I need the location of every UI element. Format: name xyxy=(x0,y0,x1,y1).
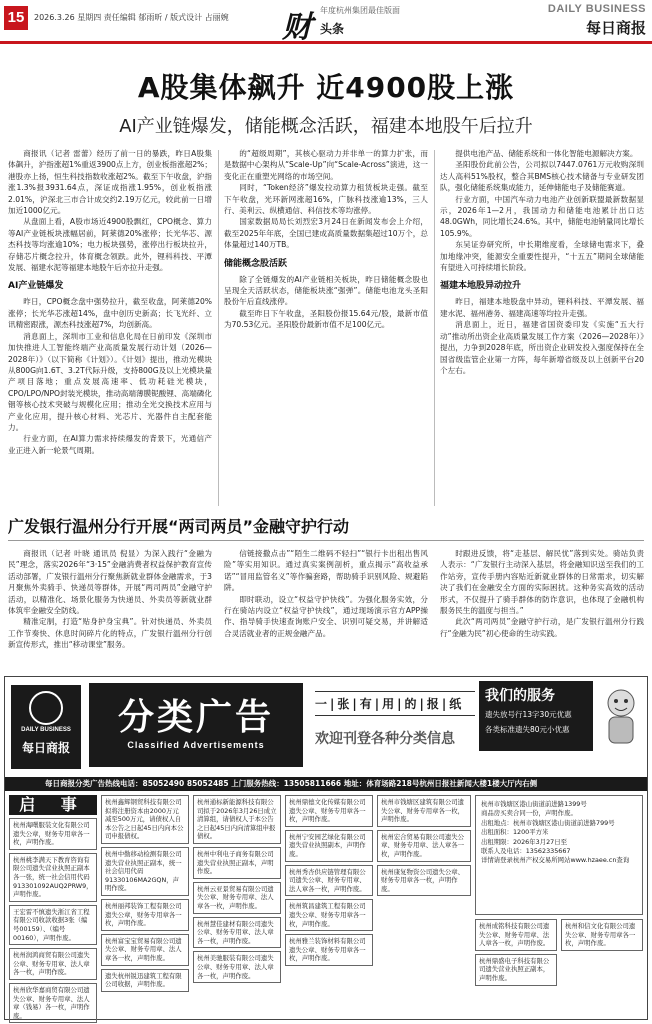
classified-ad: 杭州秀杏供应链管理有限公司遗失公章、财务专用章、法人章各一枚，声明作废。 xyxy=(285,865,373,897)
divider xyxy=(8,540,644,541)
classified-ad: 杭州鼎德文化传媒有限公司遗失公章、财务专用章各一枚，声明作废。 xyxy=(285,795,373,827)
story2-headline: 广发银行温州分行开展“两司两员”金融守护行动 xyxy=(8,517,350,536)
classified-ad: 杭州成铭科技有限公司遗失公章、财务专用章、法人章各一枚，声明作废。 xyxy=(475,919,557,951)
property-notice xyxy=(475,795,643,915)
classified-ad: 杭州鼎盛电子科技有限公司遗失营业执照正副本，声明作废。 xyxy=(475,954,557,986)
subheading: 福建本地股异动拉升 xyxy=(440,281,522,292)
classified-ad: 杭州慧佳建材有限公司遗失公章、财务专用章、法人章各一枚，声明作废。 xyxy=(193,917,281,949)
notice-heading: 启 事 xyxy=(9,795,97,815)
classified-ad: 杭州通标新能源科技有限公司拟于2026年3月26日成立清算组，请债权人于本公告之日起45日内向清算组申报债权。 xyxy=(193,795,281,844)
mascot-icon xyxy=(599,685,643,749)
column-divider xyxy=(218,150,219,506)
notice-line: 商品房买卖合同一份，声明作废。 xyxy=(481,809,577,818)
notice-line: 联系人及电话：13562335667 xyxy=(481,847,571,856)
notice-line: 详情请登录杭州产权交易所网站www.hzaee.cn查询 xyxy=(481,856,630,865)
issue-line: 2026.3.26 星期四 责任编辑 郁雨昕 / 版式设计 占丽婉 xyxy=(34,13,229,22)
paragraph: 东吴证券研究所，中长期维度看，全球储电需求下，叠加地缘冲突，能源安全重要性提升，“十五五”期间全球储能有望进入可持续增长阶段。 xyxy=(440,240,644,273)
paragraph: 昨日，福建本地股盘中异动，锂科科技、平潭发展、福建水泥、福州港务、福建高速等均拉升走强。 xyxy=(440,297,644,318)
classified-banner xyxy=(5,677,647,777)
ads-column xyxy=(475,919,643,1017)
paragraph: 的“超级周期”，其核心驱动力并非单一的算力扩张，而是数据中心架构从“Scale-Up”向“Scale-Across”演进，这一变化正在重塑光网络的市场空间。 xyxy=(224,149,428,181)
notice-line: 出租面积：1200平方米 xyxy=(481,828,549,837)
story2-column-3 xyxy=(440,548,644,670)
paragraph: 此次“两司两员”金融守护行动，是广发银行温州分行践行“金融为民”初心使命的生动实践。 xyxy=(440,617,644,638)
logo-en: DAILY BUSINESS xyxy=(21,727,71,733)
paragraph: 即时联动，设立“权益守护快线”。为强化服务实效，分行在骑站内设立“权益守护快线”，通过现场演示官方APP操作、指导骑手快速查询账户安全、识别可疑交易，并讲解适合灵活就业者的正规金融产品。 xyxy=(224,594,428,638)
ad-hotline-bar: 每日商报分类广告热线电话：85052490 85052485 上门服务热线：13505811666 地址：体育场路218号杭州日报社新闻大楼1楼大厅内右侧 xyxy=(5,777,647,791)
paragraph: 国家数据局局长刘烈宏3月24日在新闻发布会上介绍，截至2025年年底，全国已建成高质量数据集超过10万个，总体量超过140万TB。 xyxy=(224,217,428,250)
page-subhead: AI产业链爆发，储能概念活跃，福建本地股午后拉升 xyxy=(119,116,533,137)
classified-title-block xyxy=(89,683,303,767)
tagline: 一|张|有|用|的|报|纸 xyxy=(315,691,475,716)
welcome-text: 欢迎刊登各种分类信息 xyxy=(315,731,455,747)
classified-ad: 王宏雷不慎遗失浙江省工程有限公司收款收据3张（编号00159）、（编号00160），声明作废。 xyxy=(9,905,97,945)
notice-line: 杭州市钱塘区港山街道前进路1399号 xyxy=(481,800,587,808)
classified-ad: 杭州欣华嘉商贸有限公司遗失公章、财务专用章、法人章（钱易）各一枚，声明作废。 xyxy=(9,983,97,1023)
classified-ad: 杭州润鸿商贸有限公司遗失公章、财务专用章、法人章各一枚，声明作废。 xyxy=(9,948,97,980)
paragraph: 信链接撒点击”“陌生二维码不轻扫”“银行卡出租出售风险”等实用知识。通过真实案例剖析，重点揭示“高收益承诺”“冒用监管名义”等作骗套路，帮助骑手识别风险、规避陷阱。 xyxy=(224,549,428,593)
notice-line: 出租期限：2026年3月27日至 xyxy=(481,837,567,846)
paragraph: 截至昨日下午收盘，圣阳股份报15.64元/股，最新市值为70.53亿元。圣阳股份最新市值不足100亿元。 xyxy=(224,308,428,330)
classified-ad: 杭州筑昌建筑工程有限公司遗失公章、财务专用章各一枚，声明作废。 xyxy=(285,899,373,931)
classified-ad: 杭州云亚景贸易有限公司遗失公章、财务专用章、法人章各一枚，声明作废。 xyxy=(193,882,281,914)
story1-column-2 xyxy=(224,148,428,510)
notice-line: 出租地点：杭州市钱塘区港山街道前进路799号 xyxy=(481,818,615,827)
classified-ad: 杭州鑫辉钢贸科技有限公司拟将注册资本由2000万元减至500万元，请债权人自本公告之日起45日内向本公司申报债权。 xyxy=(101,795,189,844)
ads-column xyxy=(285,795,373,1017)
paragraph: 时跟进反馈，将“走基层、解民忧”落到实处。骑站负责人表示：“广发银行主动深入基层，将金融知识送至我们的工作站旁，宣传手册内容贴近新就业群体的日常需求，切实解决了我们在金融安全方面的实际困扰。这种务实高效的活动形式，不仅提升了骑手群体的防诈意识，也体现了金融机构服务民生的温度与担当。” xyxy=(440,549,644,616)
ads-subcolumn xyxy=(475,919,557,989)
ads-row xyxy=(475,919,643,989)
classified-ad: 杭州桃李满天下教育咨询有限公司遗失营业执照正副本各一张，统一社会信用代码913301092AUQ2PRW9，声明作废。 xyxy=(9,853,97,902)
paragraph: 商报讯（记者 雷蕾）经历了前一日的暴跌，昨日A股集体飙升，沪指涨超1%重返3900点上方，创业板指涨超2%；港股亦上扬，恒生科技指数收涨超2%。截至下午收盘，沪指涨1.3%报3931.64点，深证成指涨1.95%，创业板指涨2.01%，沪深北三市合计成交约2.19万亿元，较此前一日增加近1000亿元。 xyxy=(8,149,212,216)
classified-ad: 杭州丽邦装饰工程有限公司遗失公章，财务专用章各一枚，声明作废。 xyxy=(101,899,189,931)
service-line: 各类标准遗失80元小优惠 xyxy=(485,725,570,734)
story1-column-1 xyxy=(8,148,212,510)
classified-ad: 杭州宁安园艺绿化有限公司遗失营业执照副本，声明作废。 xyxy=(285,830,373,862)
service-title: 我们的服务 xyxy=(485,688,555,704)
section-name: 头条 xyxy=(320,22,345,36)
classified-ad: 杭州海曙服装文化有限公司遗失公章，财务专用章各一枚，声明作废。 xyxy=(9,818,97,850)
paragraph: 消息面上，深圳市工业和信息化局在日前印发《深圳市加快推进人工智能终端产业高质量发展行动计划（2026—2028年）》（以下简称《计划》）。《计划》提出，推动光模块从800G向1.6T、3.2T代际升级，支持800G及以上光模块量产项目落地；重点发展高速率、低功耗硅光模块，CPO/LPO/NPO封装光模块，推动高端薄膜铌酸锂、高端磷化铟等核心技术突破与规模化应用；推动全光交换技术应用与产业化应用，提升核心材料、光芯片、光器件自主配套能力。 xyxy=(8,331,212,432)
ads-column xyxy=(101,795,189,1017)
classified-ad: 杭州市钱塘区建筑有限公司遗失公章、财务专用章各一枚，声明作废。 xyxy=(377,795,471,827)
classified-ad: 杭州中利电子商务有限公司遗失营业执照正副本，声明作废。 xyxy=(193,847,281,879)
classified-ad: 遗失杭州锐迅建筑工程有限公司收据，声明作废。 xyxy=(101,969,189,992)
paragraph: 除了全链爆发的AI产业链相关板块，昨日储能概念股也呈现全天活跃状态，储能板块涨“强弹”。储能电池龙头圣阳股份午后直线涨停。 xyxy=(224,274,428,307)
section-logo-glyph: 财 xyxy=(282,10,312,45)
banner-tagline xyxy=(315,691,475,748)
paragraph: 提供电池产品、储能系统和一体化智能电源解决方案。 xyxy=(455,149,638,158)
classified-ad: 杭州和信文化有限公司遗失公章、财务专用章各一枚，声明作废。 xyxy=(561,919,643,951)
paragraph: 行业方面，中国汽车动力电池产业创新联盟最新数据显示，2026年1—2月，我国动力和储能电池累计出口达48.0GWh，同比增长24.6%。其中，储能电池销量同比增长105.9%。 xyxy=(440,194,644,238)
classified-ad: 杭州康复物资公司遗失公章、财务专用章各一枚，声明作废。 xyxy=(377,865,471,897)
story2-column-2 xyxy=(224,548,428,670)
classified-section xyxy=(4,676,648,1020)
paragraph: 圣阳股份此前公告，公司拟以7447.0761万元收购深圳达人高科51%股权，整合其BMS核心技术储备与专业研发团队，强化储能系统集成能力，延伸储能电子及储能赛道。 xyxy=(440,160,644,193)
story2-column-1 xyxy=(8,548,212,670)
brand-cn: 每日商报 xyxy=(585,19,646,37)
paragraph: 同时，“Token经济”爆发拉动算力租赁板块走强。截至下午收盘，光环新网涨超16%，广脉科技涨逾13%，三人行、美利云、纵横通信、科信技术等均涨停。 xyxy=(224,183,428,216)
newspaper-logo xyxy=(11,685,81,769)
paragraph: 从盘面上看，A股市场近4900股飘红，CPO概念、算力等AI产业链板块涨幅居前，阿莱德20%涨停；长光华芯、源杰科技等均涨逾10%；电力板块强势，涨停出行板块拉升，存储芯片概念拉升，体育概念领跌。此外，锂科科技、平潭发展、福建水泥等福建本地股午后亦拉升走强。 xyxy=(8,217,212,273)
masthead xyxy=(0,0,652,44)
ads-column xyxy=(377,795,471,1017)
paragraph: 行业方面，在AI算力需求持续爆发的背景下，光通信产业正进入新一轮景气周期。 xyxy=(8,434,212,455)
paragraph: 消息面上，近日，福建省国资委印发《实施“五大行动”推动所出资企业高质量发展工作方案（2026—2028年）》提出，力争到2028年底，所出资企业研发投入强度保持在全国省级监管企业第一方阵，每年新增省级及以上创新平台20个左右。 xyxy=(440,320,644,375)
logo-emblem-icon xyxy=(29,691,63,725)
classified-ad: 杭州美驰服装有限公司遗失公章、财务专用章、法人章各一枚，声明作废。 xyxy=(193,951,281,983)
slogan: 年度杭州集团最佳版面 xyxy=(320,6,400,15)
subheading: AI产业链爆发 xyxy=(8,281,64,292)
classified-ad: 杭州雅兰装饰材料有限公司遗失公章、财务专用章各一枚，声明作废。 xyxy=(285,934,373,966)
column-divider xyxy=(434,150,435,506)
classified-title: 分类广告 xyxy=(117,697,274,738)
ads-column xyxy=(193,795,281,1017)
subheading: 储能概念股活跃 xyxy=(224,258,288,269)
story1-column-3 xyxy=(440,148,644,510)
logo-cn: 每日商报 xyxy=(21,741,70,755)
page-headline: A股集体飙升 近4900股上涨 xyxy=(137,71,515,104)
paragraph: 商报讯（记者 叶晓 通讯员 倪显）为深入践行“金融为民”理念，落实2026年“3·15”金融消费者权益保护教育宣传活动部署，广发银行温州分行聚焦新就业群体金融需求，于3月聚焦外卖骑手、快递员等群体，开展“两司两员”金融守护活动，以精准化、场景化服务为快递员、外卖员等新就业群体筑牢金融安全防线。 xyxy=(8,549,212,616)
paragraph: 精准定制，打造“贴身护身宝典”。针对快递员、外卖员工作节奏快、休息时间碎片化的特点，广发银行温州分行创新宣传形式，推出“移动课堂”服务。 xyxy=(8,617,212,650)
page-number: 15 xyxy=(4,6,28,30)
classified-ad: 杭州富宝宝贸易有限公司遗失公章、财务专用章、法人章各一枚，声明作废。 xyxy=(101,934,189,966)
ads-column xyxy=(9,795,97,1020)
ads-grid xyxy=(9,795,643,1020)
classified-ad: 杭州宏合贸易有限公司遗失公章、财务专用章、法人章各一枚，声明作废。 xyxy=(377,830,471,862)
service-box xyxy=(479,681,593,751)
classified-title-en: Classified Advertisements xyxy=(127,740,265,750)
brand-en: DAILY BUSINESS xyxy=(547,3,646,15)
service-line: 遗失放号行13字30元优惠 xyxy=(485,710,572,719)
classified-ad: 杭州中勤移动检测有限公司遗失营业执照正副本，统一社会信用代码91330106MA2GQN，声明作废。 xyxy=(101,847,189,896)
ads-subcolumn xyxy=(561,919,643,989)
paragraph: 昨日，CPO概念盘中强势拉升，截至收盘，阿莱德20%涨停；长光华芯涨超14%，盘中创历史新高；长飞光纤、立讯精密跟涨，源杰科技涨超7%，均创新高。 xyxy=(8,297,212,330)
